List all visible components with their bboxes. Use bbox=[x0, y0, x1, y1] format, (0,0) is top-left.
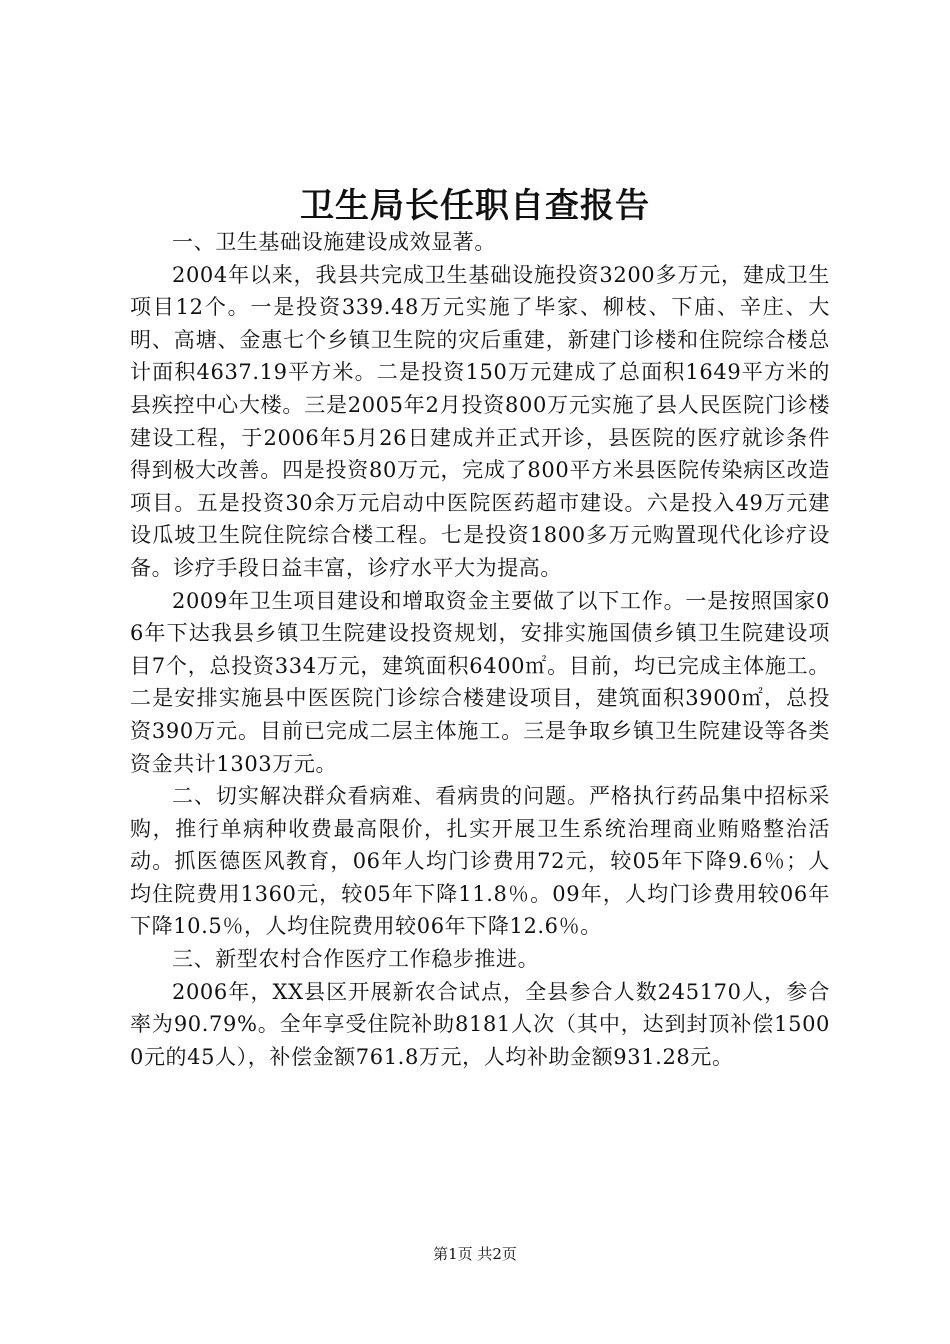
section-heading-3: 三、新型农村合作医疗工作稳步推进。 bbox=[172, 947, 540, 972]
paragraph-rural-cooperative: 2006年，XX县区开展新农合试点，全县参合人数245170人，参合率为90.79%。全年享受住院补助8181人次（其中，达到封顶补偿15000元的45人），补偿金额761.8万元，人均补助金额931.28元。 bbox=[130, 979, 830, 1069]
paragraph-infrastructure: 2004年以来，我县共完成卫生基础设施投资3200多万元，建成卫生项目12个。一是投资339.48万元实施了毕家、柳枝、下庙、辛庄、大明、高塘、金惠七个乡镇卫生院的灾后重建，新建门诊楼和住院综合楼总计面积4637.19平方米。二是投资150万元建成了总面积1649平方米的县疾控中心大楼。三是2005年2月投资800万元实施了县人民医院门诊楼建设工程，于2006年5月26日建成并正式开诊，县医院的医疗就诊条件得到极大改善。四是投资80万元，完成了800平方米县医院传染病区改造项目。五是投资30余万元启动中医院医药超市建设。六是投入49万元建设瓜坡卫生院住院综合楼工程。七是投资1800多万元购置现代化诊疗设备。诊疗手段日益丰富，诊疗水平大为提高。 bbox=[130, 262, 830, 580]
paragraph-2009-projects: 2009年卫生项目建设和增取资金主要做了以下工作。一是按照国家06年下达我县乡镇卫生院建设投资规划，安排实施国债乡镇卫生院建设项目7个，总投资334万元，建筑面积6400㎡。目前，均已完成主体施工。二是安排实施县中医医院门诊综合楼建设项目，建筑面积3900㎡，总投资390万元。目前已完成二层主体施工。三是争取乡镇卫生院建设等各类资金共计1303万元。 bbox=[130, 588, 830, 776]
page-footer: 第1页 共2页 bbox=[433, 1245, 517, 1263]
section-heading-2: 二、切实解决群众看病难、看病贵的问题。严格执行药品集中招标采购，推行单病种收费最高限价，扎实开展卫生系统治理商业贿赂整治活动。抓医德医风教育，06年人均门诊费用72元，较05年下降9.6％；人均住院费用1360元，较05年下降11.8％。09年，人均门诊费用较06年下降10.5％，人均住院费用较06年下降12.6％。 bbox=[130, 784, 830, 939]
section-heading-1: 一、卫生基础设施建设成效显著。 bbox=[172, 230, 496, 254]
document-body bbox=[130, 226, 830, 1073]
document-title: 卫生局长任职自查报告 bbox=[300, 186, 650, 226]
